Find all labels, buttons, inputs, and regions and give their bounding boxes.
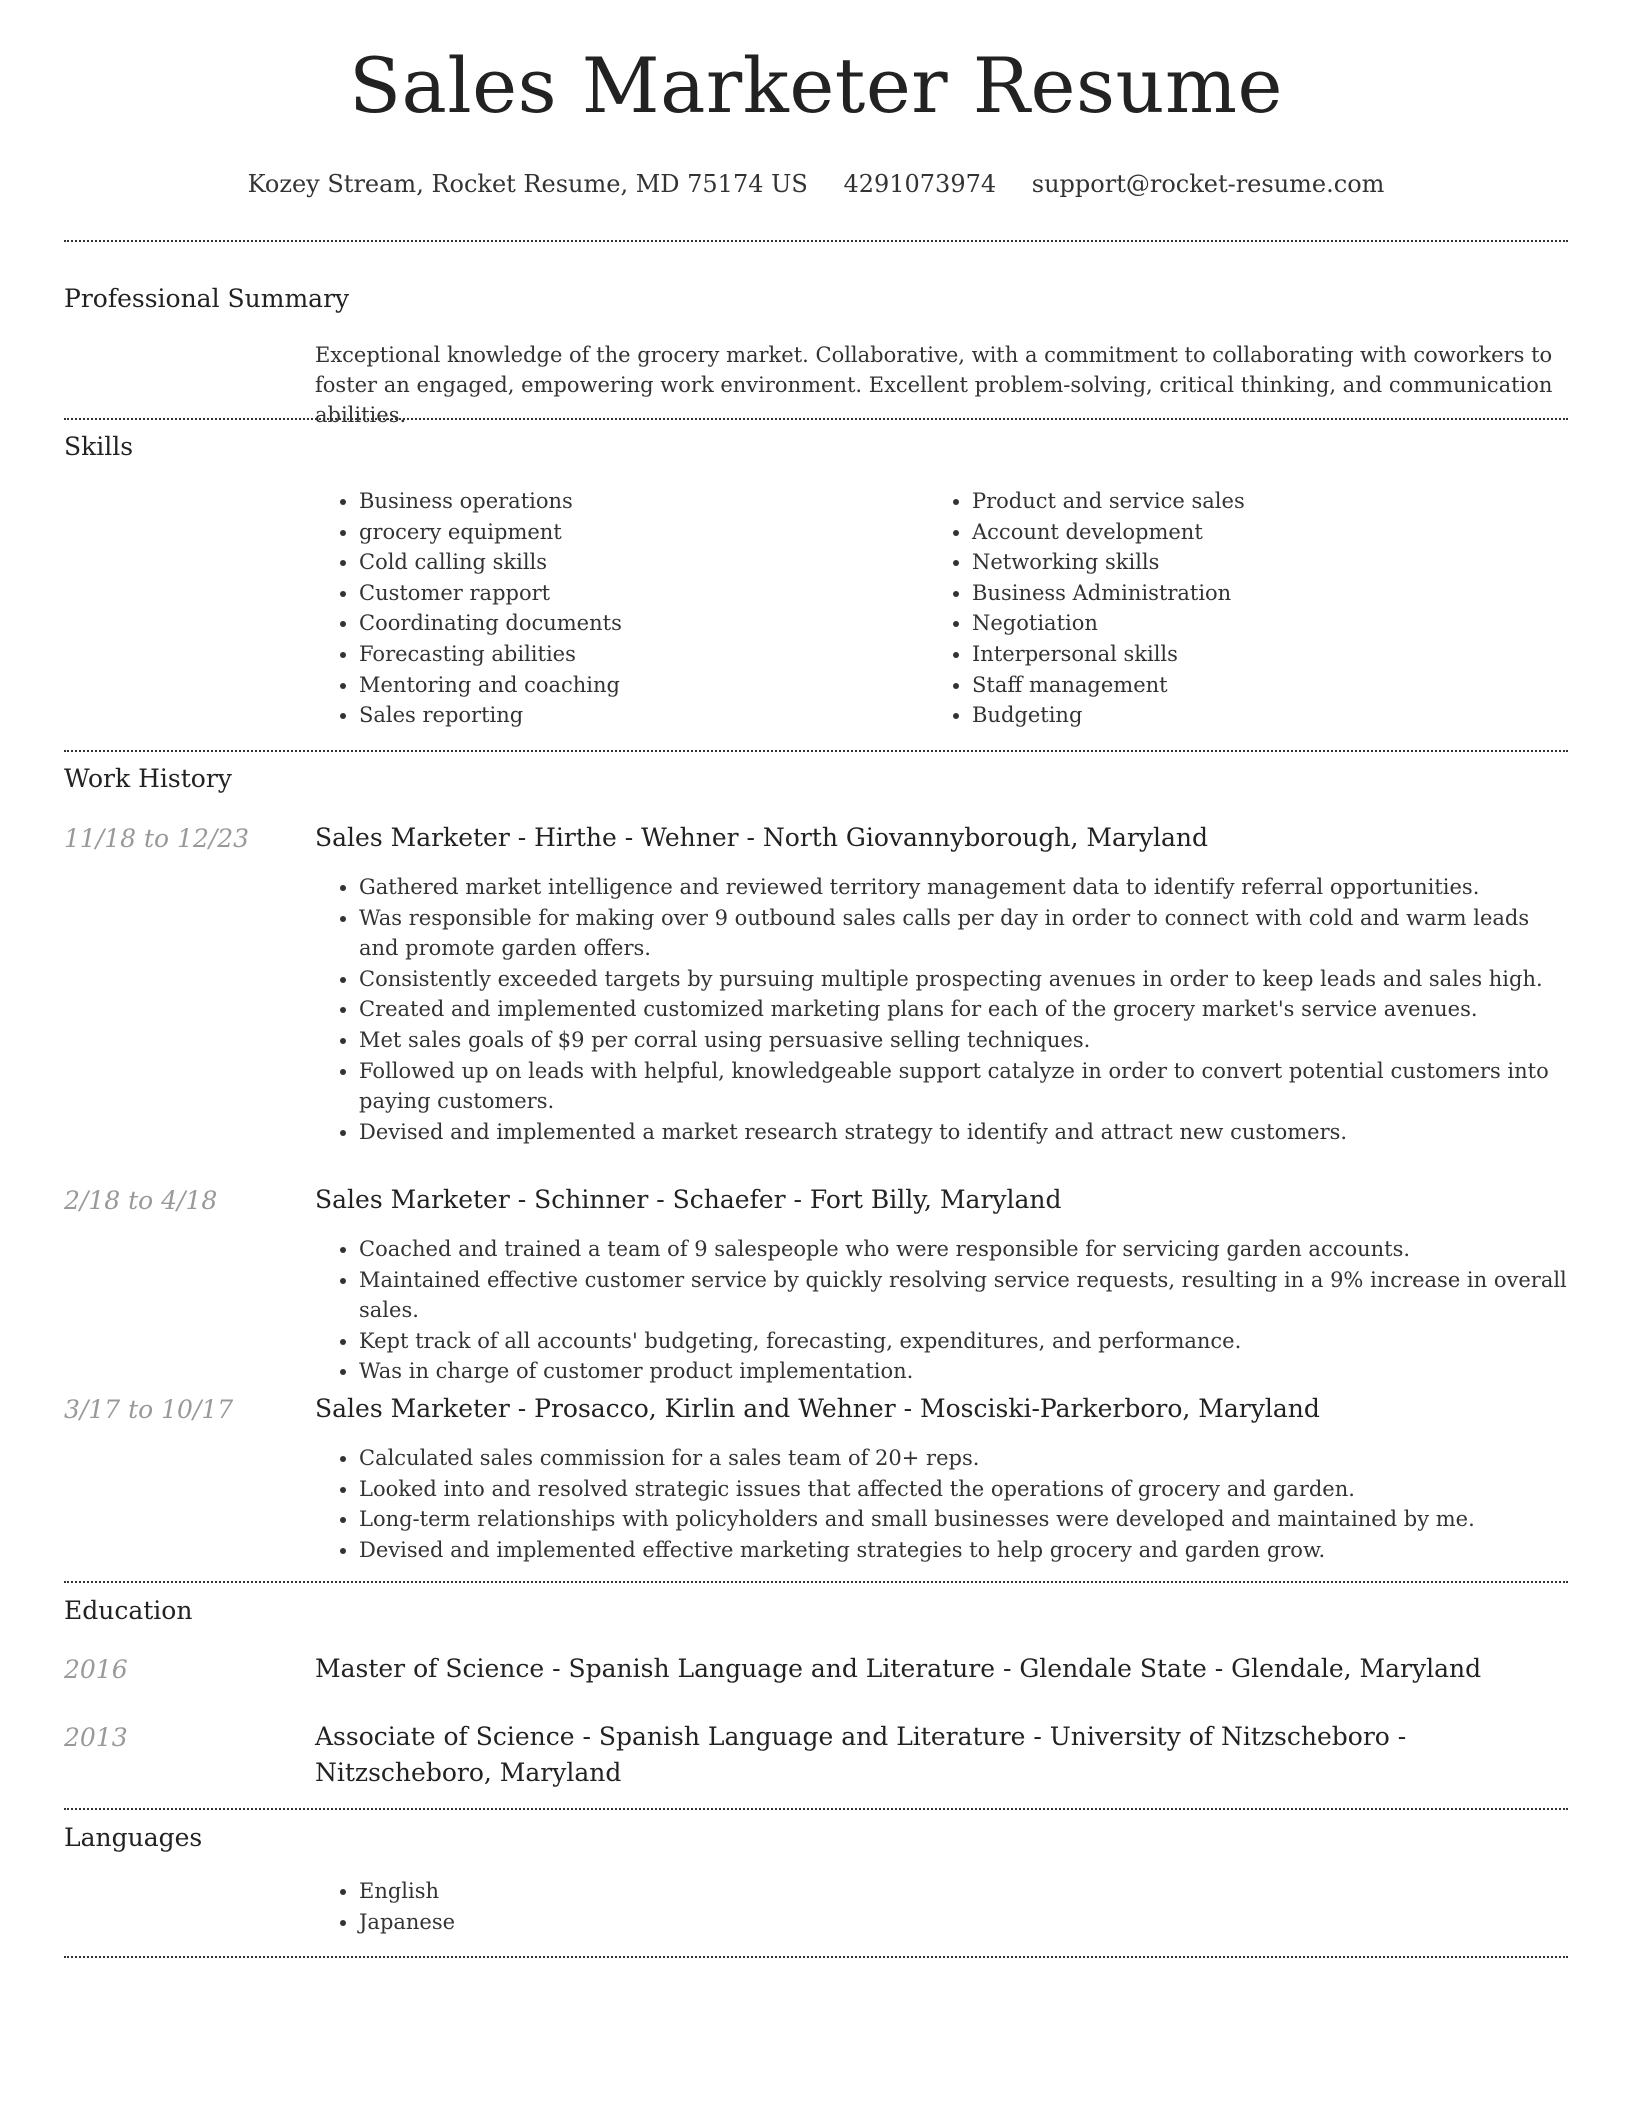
job-title: Sales Marketer - Hirthe - Wehner - North Giovannyborough, Maryland	[315, 823, 1208, 852]
divider	[64, 1956, 1568, 1958]
job-bullets	[315, 872, 1568, 1147]
job-bullet: • Looked into and resolved strategic issues that affected the operations of grocery and garden.	[359, 1474, 1568, 1505]
skills-heading: Skills	[64, 432, 134, 461]
languages-list	[315, 1876, 959, 1937]
skill-item: • Business operations	[359, 486, 919, 517]
skill-item: • Account development	[972, 517, 1572, 548]
contact-email: support@rocket-resume.com	[1031, 170, 1385, 198]
language-item: • English	[359, 1876, 959, 1907]
skills-list-right	[928, 486, 1572, 731]
job-bullet: • Consistently exceeded targets by pursuing multiple prospecting avenues in order to keep leads and sales high.	[359, 964, 1568, 995]
job-bullet: • Was responsible for making over 9 outbound sales calls per day in order to connect with cold and warm leads and promote garden offers.	[359, 903, 1568, 964]
job-bullet: • Coached and trained a team of 9 salespeople who were responsible for servicing garden accounts.	[359, 1234, 1568, 1265]
job-bullet: • Maintained effective customer service by quickly resolving service requests, resulting in a 9% increase in overall sales.	[359, 1265, 1568, 1326]
language-item: • Japanese	[359, 1907, 959, 1938]
skill-item: • Negotiation	[972, 608, 1572, 639]
job-bullet: • Was in charge of customer product implementation.	[359, 1356, 1568, 1387]
skill-item: • Business Administration	[972, 578, 1572, 609]
education-year: 2013	[64, 1723, 128, 1752]
job-bullets	[315, 1234, 1568, 1387]
education-heading: Education	[64, 1596, 193, 1625]
skill-item: • Interpersonal skills	[972, 639, 1572, 670]
job-bullet: • Long-term relationships with policyholders and small businesses were developed and maintained by me.	[359, 1504, 1568, 1535]
job-bullet: • Followed up on leads with helpful, knowledgeable support catalyze in order to convert potential customers into paying customers.	[359, 1056, 1568, 1117]
divider	[64, 1808, 1568, 1810]
job-bullet: • Met sales goals of $9 per corral using persuasive selling techniques.	[359, 1025, 1568, 1056]
skill-item: • Mentoring and coaching	[359, 670, 919, 701]
divider	[64, 1581, 1568, 1583]
skill-item: • grocery equipment	[359, 517, 919, 548]
job-title: Sales Marketer - Schinner - Schaefer - Fort Billy, Maryland	[315, 1185, 1062, 1214]
skill-item: • Coordinating documents	[359, 608, 919, 639]
job-bullet: • Created and implemented customized marketing plans for each of the grocery market's service avenues.	[359, 994, 1568, 1025]
education-year: 2016	[64, 1655, 128, 1684]
education-degree: Master of Science - Spanish Language and Literature - Glendale State - Glendale, Maryland	[315, 1654, 1482, 1683]
skill-item: • Forecasting abilities	[359, 639, 919, 670]
job-bullet: • Calculated sales commission for a sales team of 20+ reps.	[359, 1443, 1568, 1474]
skills-list-left	[315, 486, 919, 731]
contact-phone: 4291073974	[843, 170, 997, 198]
job-title: Sales Marketer - Prosacco, Kirlin and Wehner - Mosciski-Parkerboro, Maryland	[315, 1394, 1320, 1423]
skill-item: • Customer rapport	[359, 578, 919, 609]
skill-item: • Product and service sales	[972, 486, 1572, 517]
skill-item: • Budgeting	[972, 700, 1572, 731]
summary-text: Exceptional knowledge of the grocery market. Collaborative, with a commitment to collaborating with coworkers to foster an engaged, empowering work environment. Excellent problem-solving, critical thinking, and communication abilities.	[315, 343, 1553, 427]
contact-line	[64, 172, 1568, 196]
job-bullet: • Devised and implemented a market research strategy to identify and attract new customers.	[359, 1117, 1568, 1148]
education-degree: Associate of Science - Spanish Language and Literature - University of Nitzscheboro - Nitzscheboro, Maryland	[315, 1722, 1407, 1787]
job-dates: 11/18 to 12/23	[64, 824, 250, 853]
resume-title: Sales Marketer Resume	[348, 41, 1283, 130]
job-bullet: • Kept track of all accounts' budgeting, forecasting, expenditures, and performance.	[359, 1326, 1568, 1357]
job-bullet: • Gathered market intelligence and reviewed territory management data to identify referral opportunities.	[359, 872, 1568, 903]
job-bullet: • Devised and implemented effective marketing strategies to help grocery and garden grow.	[359, 1535, 1568, 1566]
divider	[64, 240, 1568, 242]
divider	[64, 750, 1568, 752]
divider	[64, 418, 1568, 420]
work-heading: Work History	[64, 764, 232, 793]
job-dates: 2/18 to 4/18	[64, 1186, 218, 1215]
skill-item: • Networking skills	[972, 547, 1572, 578]
summary-heading: Professional Summary	[64, 284, 350, 313]
skill-item: • Cold calling skills	[359, 547, 919, 578]
job-dates: 3/17 to 10/17	[64, 1395, 234, 1424]
contact-address: Kozey Stream, Rocket Resume, MD 75174 US	[247, 170, 808, 198]
job-bullets	[315, 1443, 1568, 1565]
skill-item: • Sales reporting	[359, 700, 919, 731]
skill-item: • Staff management	[972, 670, 1572, 701]
languages-heading: Languages	[64, 1823, 203, 1852]
